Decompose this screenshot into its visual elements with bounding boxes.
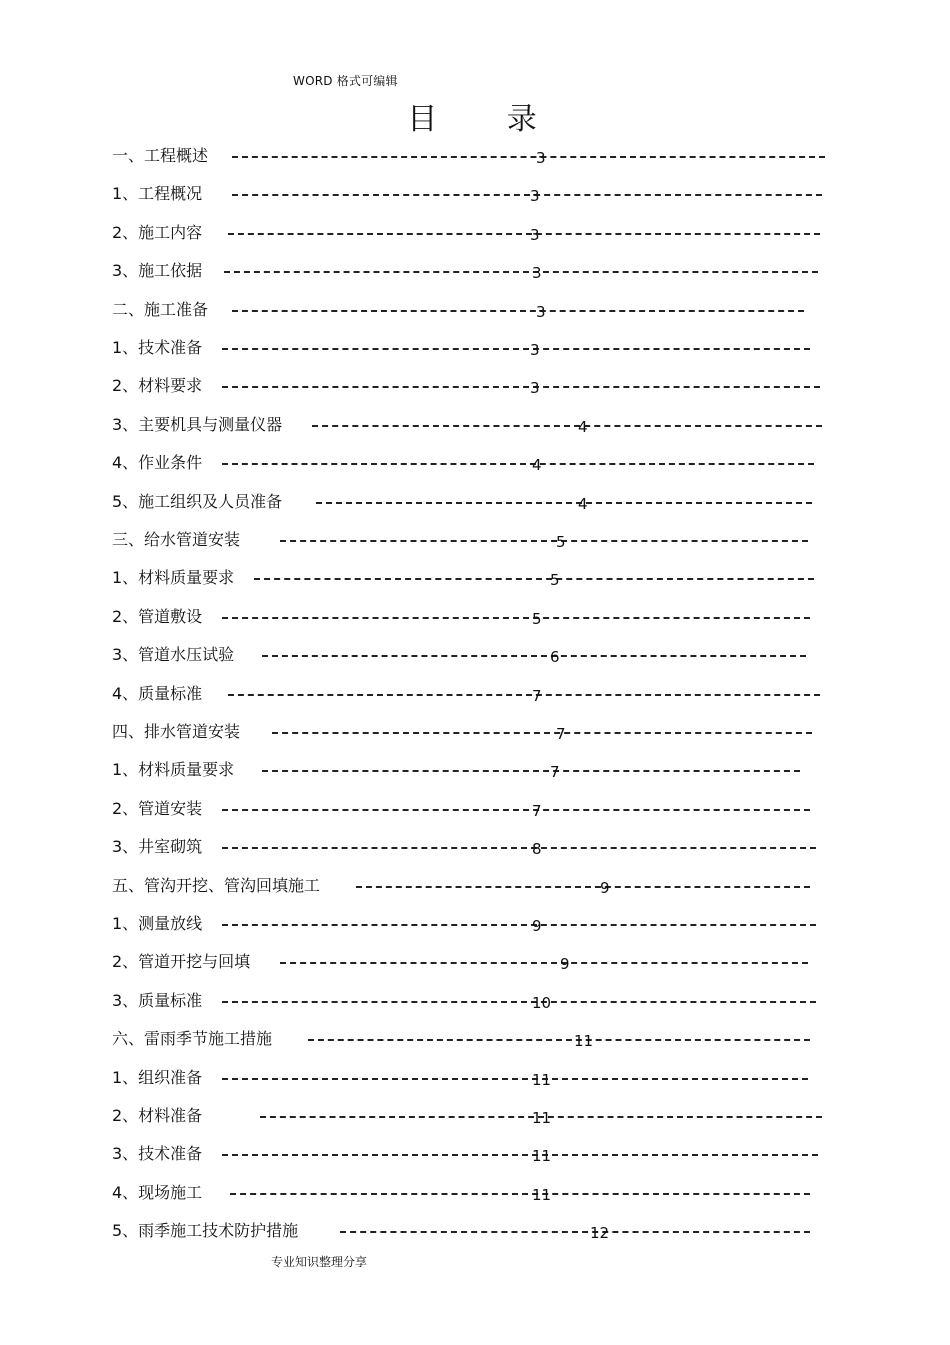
toc-entry-page-number: 5 [550,571,560,590]
toc-entry-label: 5、施工组织及人员准备 [112,491,283,511]
toc-entry-label: 四、排水管道安装 [112,722,241,741]
toc-entry-page-number: 9 [600,878,610,897]
toc-entry[interactable] [112,1104,822,1130]
toc-entry-page-number: 7 [532,686,542,705]
dot-leader [280,962,808,964]
toc-entry-page-number: 3 [536,302,546,321]
dot-leader [222,348,810,350]
toc-entry-label: 1、组织准备 [112,1067,203,1087]
toc-entry[interactable] [112,182,822,208]
toc-entry[interactable] [112,682,820,708]
toc-entry-page-number: 8 [532,840,542,859]
dot-leader [232,310,804,312]
dot-leader [230,1193,810,1195]
dot-leader [222,809,810,811]
toc-entry[interactable] [112,566,814,592]
toc-entry-label: 1、材料质量要求 [112,568,235,588]
toc-entry-label: 2、施工内容 [112,222,203,242]
toc-entry-page-number: 11 [532,1147,552,1166]
dot-leader [222,617,810,619]
dot-leader [222,924,816,926]
toc-entry-page-number: 3 [532,264,542,283]
toc-entry-label: 5、雨季施工技术防护措施 [112,1221,299,1241]
toc-entry[interactable] [112,989,816,1015]
dot-leader [340,1231,810,1233]
toc-entry[interactable] [112,336,810,362]
toc-entry-label: 2、材料要求 [112,376,203,396]
toc-entry[interactable] [112,797,810,823]
toc-entry-page-number: 4 [578,494,588,513]
toc-entry-label: 2、材料准备 [112,1106,203,1125]
dot-leader [262,655,806,657]
toc-entry-label: 1、材料质量要求 [112,760,235,780]
toc-entry[interactable] [112,643,806,669]
toc-entry-page-number: 11 [532,1109,552,1127]
toc-entry[interactable] [112,874,810,900]
toc-entry-label: 4、现场施工 [112,1182,203,1202]
toc-entry-label: 三、给水管道安装 [112,530,241,549]
toc-entry-page-number: 11 [532,1185,552,1204]
toc-entry-label: 五、管沟开挖、管沟回填施工 [112,875,321,895]
toc-entry[interactable] [112,259,818,285]
toc-entry-page-number: 3 [536,149,546,167]
toc-entry-page-number: 7 [532,801,542,820]
toc-entry-page-number: 3 [530,225,540,244]
toc-entry[interactable] [112,720,812,746]
toc-entry-label: 六、雷雨季节施工措施 [112,1029,273,1049]
dot-leader [222,386,820,388]
toc-entry[interactable] [112,528,808,554]
toc-entry[interactable] [112,490,812,516]
toc-entry-page-number: 5 [556,533,566,551]
footer-note: 专业知识整理分享 [271,1255,368,1269]
toc-entry-label: 一、工程概述 [112,146,209,165]
toc-entry-label: 1、测量放线 [112,914,203,933]
toc-entry-label: 2、管道开挖与回填 [112,952,251,972]
dot-leader [222,1078,808,1080]
toc-entry-page-number: 7 [550,763,560,782]
toc-entry-page-number: 6 [550,648,560,667]
toc-entry[interactable] [112,758,800,784]
toc-entry-label: 1、工程概况 [112,184,203,204]
toc-entry-label: 3、施工依据 [112,261,203,281]
dot-leader [232,156,825,158]
toc-entry-page-number: 9 [532,917,542,935]
toc-entry-page-number: 7 [556,725,566,743]
toc-entry[interactable] [112,451,814,477]
dot-leader [222,1154,818,1156]
toc-entry-label: 2、管道安装 [112,798,203,818]
dot-leader [254,578,814,580]
toc-entry[interactable] [112,1027,810,1053]
dot-leader [316,502,812,504]
toc-entry-page-number: 3 [530,187,540,206]
toc-entry-page-number: 4 [578,417,588,436]
dot-leader [312,425,822,427]
toc-entry-page-number: 10 [532,993,552,1012]
toc-entry-page-number: 11 [532,1070,552,1089]
dot-leader [228,694,820,696]
toc-entry-page-number: 3 [530,341,540,359]
dot-leader [222,463,814,465]
dot-leader [308,1039,810,1041]
toc-entry[interactable] [112,1181,810,1207]
toc-entry-label: 1、技术准备 [112,338,203,357]
toc-entry[interactable] [112,950,808,976]
toc-entry-label: 3、质量标准 [112,990,203,1010]
dot-leader [280,540,808,542]
toc-entry[interactable] [112,298,804,324]
toc-entry[interactable] [112,605,810,631]
toc-entry-page-number: 4 [532,456,542,475]
toc-entry-label: 3、管道水压试验 [112,645,235,665]
toc-entry[interactable] [112,1142,818,1168]
toc-entry[interactable] [112,144,825,170]
dot-leader [224,271,818,273]
dot-leader [222,1001,816,1003]
dot-leader [356,886,810,888]
dot-leader [222,847,816,849]
toc-entry-label: 3、技术准备 [112,1144,203,1164]
toc-entry[interactable] [112,1219,810,1245]
toc-entry[interactable] [112,912,816,938]
toc-entry-label: 3、井室砌筑 [112,837,203,857]
toc-entry-page-number: 5 [532,609,542,628]
toc-entry[interactable] [112,374,820,400]
toc-entry-page-number: 9 [560,955,570,974]
dot-leader [272,732,812,734]
toc-entry-page-number: 11 [574,1032,594,1051]
toc-entry[interactable] [112,413,822,439]
dot-leader [262,770,800,772]
toc-entry-page-number: 3 [530,379,540,398]
toc-entry-label: 二、施工准备 [112,299,209,319]
toc-entry-label: 3、主要机具与测量仪器 [112,414,283,434]
toc-entry[interactable] [112,835,816,861]
dot-leader [232,194,822,196]
toc-entry[interactable] [112,221,820,247]
header-note: WORD 格式可编辑 [293,74,398,88]
page-title: 目 录 [407,102,567,137]
toc-entry-label: 4、质量标准 [112,683,203,703]
toc-entry-label: 2、管道敷设 [112,606,203,626]
toc-entry[interactable] [112,1066,808,1092]
dot-leader [228,233,820,235]
toc-entry-label: 4、作业条件 [112,453,203,473]
toc-entry-page-number: 12 [590,1224,610,1243]
